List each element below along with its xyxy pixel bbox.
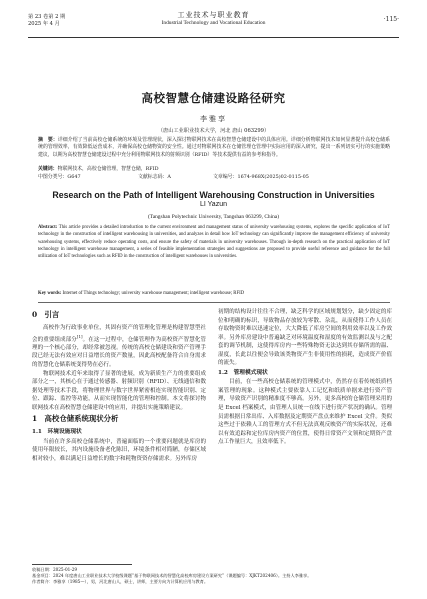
issue-date: 2025 年 4 月 xyxy=(28,20,60,27)
keywords-cn-text: 物联网技术，高校仓储管理，智慧仓储，RFID xyxy=(57,166,159,172)
journal-name-cn: 工业技术与职业教育 xyxy=(177,11,250,19)
journal-name xyxy=(28,12,399,26)
subsection-heading-1-2: 1.2 管理模式现状 xyxy=(218,369,268,376)
author-name-en: LI Yazun xyxy=(200,201,227,208)
article-number: 文章编号：1674-968X(2025)02-0115-05 xyxy=(213,174,309,180)
paragraph: 物联网技术近年来取得了显著的进展，成为新质生产力的重要组成部分之一，其核心在于通过传感器、射频识别（RFID）、无线通信和数据处理等技术手段，将物理世界与数字世界紧密相连实现智能识别、定位、跟踪、监控等功能，从而实现智能化的管理和控制。本文将探讨物联网技术在高校智慧仓储建设中的应用，并提出实施策略建议。 xyxy=(32,370,206,411)
paragraph: 当前在许多高校仓储系统中，普遍面临的一个重要问题就是库房的使用年限较长，其内设施设备老化陈旧，环境条件相对简陋，存储区域相对较小，难以满足日益增长的数字和耗物资资存储需求。另外库房 xyxy=(32,438,206,462)
footnotes xyxy=(32,567,394,586)
author-name-cn: 李雅享 xyxy=(200,115,227,123)
abstract-cn xyxy=(38,137,390,159)
affiliation-cn: （唐山工业职业技术大学，河北 唐山 063299） xyxy=(157,128,270,134)
abstract-en xyxy=(38,224,390,260)
abstract-cn-label: 摘 要： xyxy=(38,137,58,143)
section-heading-intro: 0 引言 xyxy=(32,310,60,319)
abstract-cn-text: 详细介绍了当前高校仓储系统的环境及管理现状，深入探讨物联网技术在高校智慧仓储建设中的具体应用。详细分析物联网技术如何显著提升高校仓储系统的管理效率，有效降低运营成本，并确保高校仓储物资的安全性。通过对物联网技术在仓储管理仓管理中实际应用的深入研究，提出一系列切实可行的实施策略建议，以期为高校智慧仓储建设过程中充分利用物联网技术的射频识别（RFID）等技术提供有益的参考和指导。 xyxy=(38,137,390,158)
footnote-author-bio: 作者简介：李雅享（1985—），男，河北唐山人，硕士，讲师，主要方向为计算机应用与教育。 xyxy=(32,579,209,585)
header-divider xyxy=(28,37,399,38)
article-title-cn: 高校智慧仓储建设路径研究 xyxy=(141,91,286,105)
paragraph xyxy=(32,324,206,370)
section-divider xyxy=(38,302,390,303)
paragraph: 初期的结构设计往往不合理，缺乏科学的区域规划划分，缺少固定的库位和明确的标识，导致物品存放较为零散、杂乱，从而使得工作人员在存取物资时难以迅速定位，大大降低了库房空间的利用效率以及工作效率。另外库房建设中普遍缺乏对环境温度和湿度的有效监测以及与之配套的调节机制，这使得库房内一些特殊物资无法达到其存储所需的温、湿度，长此以往便会导致该类物资产生非使用性的损耗，造成资产价值的流失。 xyxy=(218,309,392,367)
abstract-en-text: This article provides a detailed introduction to the current environment and management status of university warehousing systems, explores the specific application of IoT technology in the construction of intelligent warehousing in universities, and analyzes in detail how IoT technology can significantly improve the management efficiency of university warehousing systems, effectively reduce operating costs, and ensure the safety of materials in university warehouses. Through in-depth research on the practical application of IoT technology in intelligent warehouse management, a series of feasible implementation strategies and suggestions are proposed to provide useful reference and guidance for the full utilization of IoT technologies such as RFID in the construction of intelligent warehouses in universities. xyxy=(38,225,390,259)
body-column-right xyxy=(218,308,392,447)
subsection-heading-1-1: 1.1 环境设施现状 xyxy=(32,429,82,436)
article-title-en: Research on the Path of Intelligent Warehousing Construction in Universities xyxy=(52,190,375,200)
issue-number: 第 23 卷第 2 期 xyxy=(28,14,66,20)
page-number: ·115· xyxy=(383,16,399,23)
footnote-divider xyxy=(32,564,132,565)
keywords-en-label: Key words: xyxy=(38,291,62,296)
footnote-fund: 基金项目：2024 年度唐山工业职业技术大学校级课题“基于物联网技术的智慧化高校库房建设方案研究”（课题编号：XJKT202406）。主持人李雅享。 xyxy=(32,573,312,579)
journal-name-en: Industrial Technology and Vocational Education xyxy=(161,19,266,26)
running-header xyxy=(28,12,399,36)
paragraph-text: 。在这一过程中，仓储管理作为高校资产智慧化管理的一个核心部分，却经常被忽视。传统的高校仓储建设和资产管理手段已经无法有效应对日益增长的资产数量，因此高校配备符合自身需求的智慧化仓储系统变得势在必行。 xyxy=(32,336,206,369)
paragraph-text: 高校作为行政事业单位，其固有资产的管理化管理是构建智慧型社会的重要组成部分 xyxy=(32,325,206,343)
paragraph: 目前，在一些高校仓储系统的管理模式中，仍然存在着传统纸质档案管理的现象。这种模式主要依靠人工记忆和纸质单据来进行资产管理，导致资产识别的精准度不够高。另外，更多高校的仓储管理采用的是 Excel 档案模式，由管理人员统一在线下进行资产状况的确认。管理员需根据日常出库、入库数据及定期资产盘点来维护 Excel 文件。类似这些过于依赖人工的管理方式不但无法真观反映资产的实际状况，还难以有效追踪和定位库房内资产的位置，使得日常资产文领和定期资产盘点工作量巨大，且效率低下。 xyxy=(218,379,392,446)
clc-number: 中图分类号：G647 xyxy=(38,174,81,180)
abstract-en-label: Abstract: xyxy=(38,225,58,230)
document-code: 文献标志码：A xyxy=(138,174,171,180)
body-column-left xyxy=(32,308,206,463)
section-heading-1: 1 高校仓储系统现状分析 xyxy=(32,414,119,424)
footnote-received: 收稿日期：2025-01-29 xyxy=(32,567,78,572)
keywords-cn-label: 关键词： xyxy=(38,166,58,172)
keywords-en xyxy=(38,290,390,297)
citation-ref: [1] xyxy=(76,333,83,339)
affiliation-en: (Tangshan Polytechnic University, Tangshan 063299, China) xyxy=(148,214,279,220)
keywords-en-text: Internet of Things technology; university warehouse management; intelligent warehouse; RFID xyxy=(62,291,245,296)
keywords-cn xyxy=(38,166,390,173)
